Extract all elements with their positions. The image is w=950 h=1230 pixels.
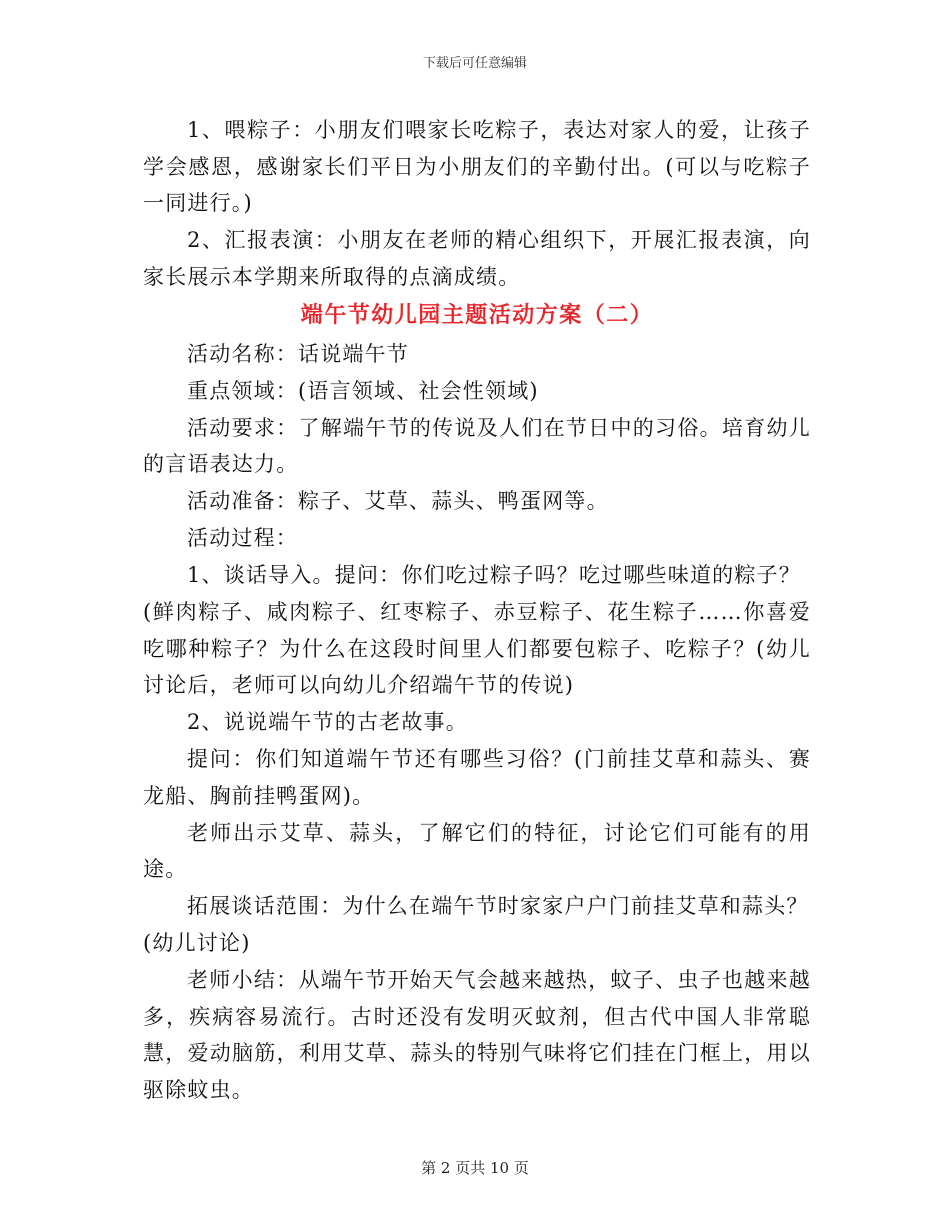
page-number: 第 2 页共 10 页	[421, 1159, 529, 1177]
paragraph-question-customs: 提问：你们知道端午节还有哪些习俗？(门前挂艾草和蒜头、赛龙船、胸前挂鸭蛋网)。	[143, 747, 811, 808]
paragraph-teacher-shows: 老师出示艾草、蒜头，了解它们的特征，讨论它们可能有的用途。	[143, 820, 811, 881]
paragraph-report-performance: 2、汇报表演：小朋友在老师的精心组织下，开展汇报表演，向家长展示本学期来所取得的点滴成绩。	[143, 228, 811, 289]
paragraph-key-areas: 重点领域：(语言领域、社会性领域)	[187, 378, 539, 403]
paragraph-zongzi-flavors: (鲜肉粽子、咸肉粽子、红枣粽子、赤豆粽子、花生粽子……你喜爱吃哪种粽子？为什么在这段时间里人们都要包粽子、吃粽子？(幼儿讨论后，老师可以向幼儿介绍端午节的传说)	[143, 600, 811, 697]
paragraph-step-2: 2、说说端午节的古老故事。	[187, 710, 468, 734]
section-title: 端午节幼儿园主题活动方案（二）	[300, 302, 654, 328]
page-header: 下载后可任意编辑	[422, 56, 527, 71]
paragraph-activity-requirements: 活动要求：了解端午节的传说及人们在节日中的习俗。培育幼儿的言语表达力。	[143, 415, 811, 476]
paragraph-child-discussion: (幼儿讨论)	[143, 931, 251, 955]
paragraph-activity-preparation: 活动准备：粽子、艾草、蒜头、鸭蛋网等。	[187, 489, 609, 513]
paragraph-teacher-summary: 老师小结：从端午节开始天气会越来越热，蚊子、虫子也越来越多，疾病容易流行。古时还没有发明灭蚊剂，但古代中国人非常聪慧，爱动脑筋，利用艾草、蒜头的特别气味将它们挂在门框上，用以驱除蚊虫。	[143, 968, 811, 1102]
paragraph-extend-discussion: 拓展谈话范围：为什么在端午节时家家户户门前挂艾草和蒜头？	[187, 894, 809, 918]
paragraph-activity-process: 活动过程：	[187, 526, 298, 550]
paragraph-step-1: 1、谈话导入。提问：你们吃过粽子吗？吃过哪些味道的粽子？	[187, 563, 801, 587]
document-body	[143, 112, 811, 1108]
paragraph-feed-zongzi: 1、喂粽子：小朋友们喂家长吃粽子，表达对家人的爱，让孩子学会感恩，感谢家长们平日为小朋友们的辛勤付出。(可以与吃粽子一同进行。)	[143, 118, 811, 215]
paragraph-activity-name: 活动名称：话说端午节	[187, 341, 409, 366]
